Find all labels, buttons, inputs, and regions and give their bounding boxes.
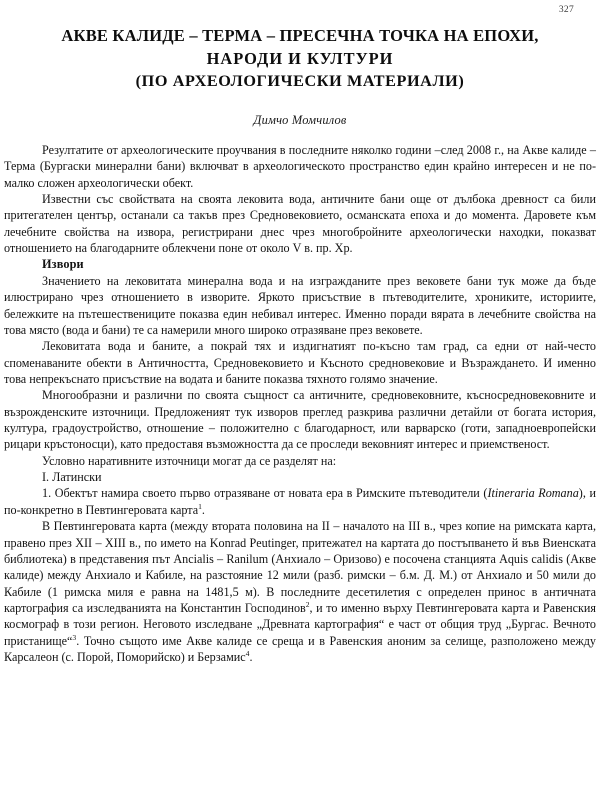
footnote-marker-2[interactable]: 2	[305, 599, 310, 609]
page-title-line-1: АКВЕ КАЛИДЕ – ТЕРМА – ПРЕСЕЧНА ТОЧКА НА ЕПОХИ,	[61, 26, 539, 45]
list-item-roman-1: I. Латински	[42, 470, 102, 485]
page-title-line-3: (ПО АРХЕОЛОГИЧЕСКИ МАТЕРИАЛИ)	[135, 72, 465, 90]
footnote-marker-4[interactable]: 4	[245, 648, 250, 658]
paragraph-7-segment-d: .	[249, 649, 253, 664]
paragraph-6: Условно наративните източници могат да се разделят на:	[42, 453, 337, 468]
author-name: Димчо Момчилов	[253, 113, 347, 127]
latin-source-title: Itineraria Romana	[487, 486, 579, 501]
list-item-numbered-1	[4, 485, 596, 518]
paragraph-5: Многообразни и различни по своята същност са античните, средновековните, късносредновековните и възрожденските източници. Предложеният тук изворов преглед разкрива различни детайли от богата история, култура, градоустройство, отношение – положително с благодарност, или варварско (готи, западноевропейски рицари кръстоносци), като предоставя възможността да се проследи вековният интерес и приемственост.	[4, 388, 596, 452]
paragraph-7-segment-b: , и то именно върху Певтингеровата карта и Равенския космограф в този регион. Неговото изследване „Древната картография“ е част от общия труд „Бургас. Вечното пристанище“	[4, 600, 596, 648]
paragraph-3: Значението на лековитата минерална вода и на изгражданите през вековете бани тук може да бъде илюстрирано чрез отношението в изворите. Яркото присъствие в пътеводителите, хрониките, историите, бележките на пътешествениците показва един небивал интерес. Именно поради вярата в лечебните свойства на това място (вода и бани) те са намерили много широко отразяване през вековете.	[4, 274, 596, 338]
paragraph-4: Лековитата вода и баните, а покрай тях и издигнатият по-късно там град, са едни от най-често споменаваните обекти в Античността, Средновековието и Късното средновековие и Възраждането. И именно това непрекъснато присъствие на водата и баните показва тяхното голямо значение.	[4, 339, 596, 387]
footnote-marker-3[interactable]: 3	[72, 632, 77, 642]
paragraph-7-segment-c: . Точно същото име Акве калиде се среща и в Равенския аноним за селище, разположено между Карсалеон (с. Порой, Поморийско) и Берзамис	[4, 633, 596, 664]
paragraph-1: Резултатите от археологическите проучвания в последните няколко години –след 2008 г., на Акве калиде – Терма (Бургаски минерални бани) включват в археологическото пространство един крайно интересен и не по-малко сложен археологически обект.	[4, 143, 596, 190]
list-item-1-text-after: ), и по-конкретно в Певтингеровата карта	[4, 486, 596, 517]
paragraph-7	[4, 518, 596, 665]
footnote-marker-1[interactable]: 1	[198, 501, 202, 511]
paragraph-2: Известни със свойствата на своята лековита вода, античните бани още от дълбока древност са били притегателен център, останали са такъв през Средновековието, османската епоха и до момента. Даровете към лечебните свойства на извора, регистрирани днес чрез многобройните археологически находки, показват отношението на благодарните облекчени поне от около V в. пр. Хр.	[4, 192, 596, 256]
article-body	[4, 142, 596, 665]
page-title-line-2: НАРОДИ И КУЛТУРИ	[206, 49, 394, 68]
section-heading-izvori: Извори	[42, 257, 84, 272]
page-number: 327	[558, 5, 574, 15]
paragraph-7-segment-a: В Певтингеровата карта (между втората половина на II – началото на III в., чрез копие на римската карта, правено през XII – XIII в., по името на Konrad Peutinger, притежател на картата до постъпването й във Виенската библиотека) в представения път Ancialis – Ranilum (Анхиало – Оризово) е посочена станцията Aquis calidis (Акве калиде) между Анхиало и Кабиле, на разстояние 12 мили (разб. римски – б.м. Д. М.) от Анхиало и 50 мили до Кабиле (1 римска миля е равна на 1481,5 м). В последните десетилетия с определен принос в античната картография са изследванията на Константин Господинов	[4, 519, 596, 615]
list-item-1-text-before: 1. Обектът намира своето първо отразяване от новата ера в Римските пътеводители (	[42, 486, 488, 501]
list-item-1-terminator: .	[201, 502, 205, 517]
title-block	[4, 24, 596, 93]
